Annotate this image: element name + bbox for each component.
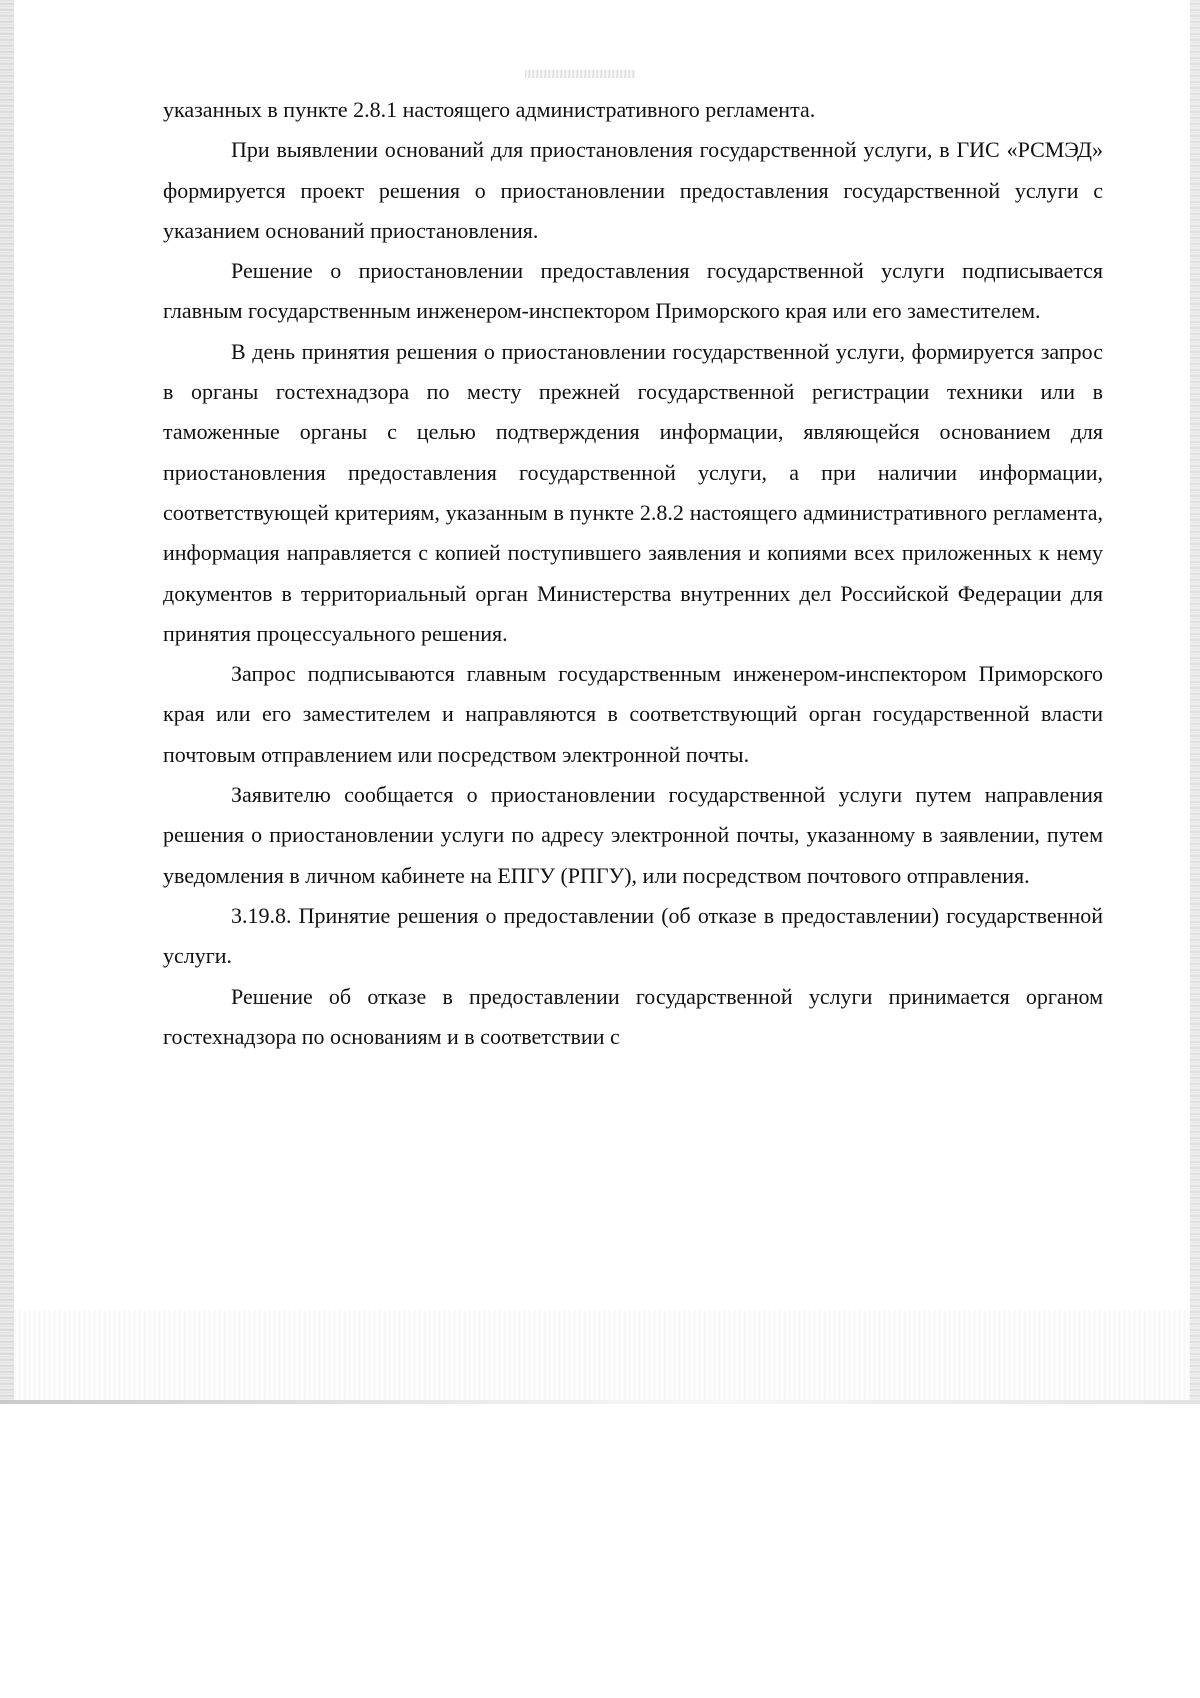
paragraph: Решение об отказе в предоставлении государственной услуги принимается органом гостехнадзора по основаниям и в соответствии с — [163, 983, 1103, 1049]
paragraph-continuation: указанных в пункте 2.8.1 настоящего административного регламента. — [163, 97, 816, 122]
paragraph: Запрос подписываются главным государственным инженером-инспектором Приморского края или его заместителем и направляются в соответствующий орган государственной власти почтовым отправлением или посредством электронной почты. — [163, 661, 1103, 767]
scan-bottom-edge — [0, 1400, 1200, 1404]
scan-artifact — [525, 70, 635, 78]
paragraph: При выявлении оснований для приостановления государственной услуги, в ГИС «РСМЭД» формируется проект решения о приостановлении предоставления государственной услуги с указанием оснований приостановления. — [163, 137, 1103, 243]
document-body — [163, 90, 1103, 1057]
section-heading: 3.19.8. Принятие решения о предоставлении (об отказе в предоставлении) государственной услуги. — [163, 902, 1103, 969]
paragraph: В день принятия решения о приостановлении государственной услуги, формируется запрос в органы гостехнадзора по месту прежней государственной регистрации техники или в таможенные органы с целью подтверждения информации, являющейся основанием для приостановления предоставления государственной услуги, а при наличии информации, соответствующей критериям, указанным в пункте 2.8.2 настоящего административного регламента, информация направляется с копией поступившего заявления и копиями всех приложенных к нему документов в территориальный орган Министерства внутренних дел Российской Федерации для принятия процессуального решения. — [163, 338, 1103, 646]
scan-edge-right — [1190, 0, 1200, 1400]
scan-edge-left — [0, 0, 14, 1400]
scan-artifact — [14, 1310, 1190, 1400]
paragraph: Решение о приостановлении предоставления государственной услуги подписывается главным государственным инженером-инспектором Приморского края или его заместителем. — [163, 258, 1103, 324]
paragraph: Заявителю сообщается о приостановлении государственной услуги путем направления решения о приостановлении услуги по адресу электронной почты, указанному в заявлении, путем уведомления в личном кабинете на ЕПГУ (РПГУ), или посредством почтового отправления. — [163, 782, 1103, 888]
